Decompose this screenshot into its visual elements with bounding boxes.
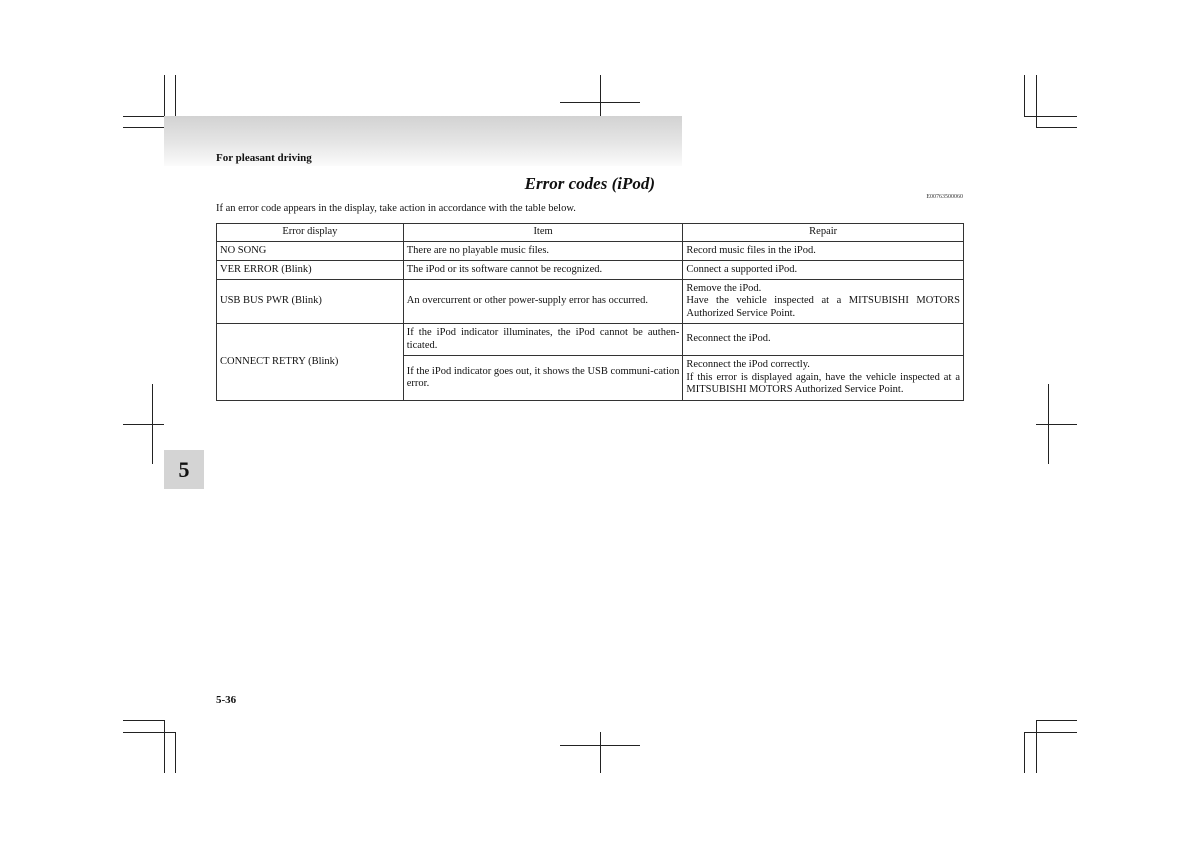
chapter-tab-marker: 5 [164, 450, 204, 489]
repair-cell: Reconnect the iPod. [683, 324, 964, 356]
document-code: E00763500060 [926, 194, 963, 200]
intro-text: If an error code appears in the display, take action in accordance with the table below. [216, 203, 576, 214]
repair-cell: Record music files in the iPod. [683, 242, 964, 261]
item-cell: If the iPod indicator goes out, it shows the USB communi-cation error. [403, 356, 683, 401]
page-number: 5-36 [216, 694, 237, 706]
repair-line: Have the vehicle inspected at a MITSUBISHI MOTORS Authorized Service Point. [686, 295, 960, 319]
repair-line: If this error is displayed again, have the vehicle inspected at a MITSUBISHI MOTORS Authorized Service Point. [686, 371, 960, 396]
table-row [217, 242, 964, 261]
header-repair: Repair [683, 224, 964, 242]
error-display-cell: USB BUS PWR (Blink) [217, 280, 404, 324]
repair-line: Remove the iPod. [686, 282, 762, 294]
item-cell: There are no playable music files. [403, 242, 683, 261]
repair-cell: Connect a supported iPod. [683, 261, 964, 280]
table-row [217, 324, 964, 356]
error-display-cell: VER ERROR (Blink) [217, 261, 404, 280]
table-row [217, 261, 964, 280]
repair-cell [683, 356, 964, 401]
header-error-display: Error display [217, 224, 404, 242]
error-codes-table [216, 223, 964, 401]
page-title: Error codes (iPod) [524, 174, 655, 193]
repair-line: Reconnect the iPod correctly. [686, 359, 810, 371]
repair-cell [683, 280, 964, 324]
item-cell: If the iPod indicator illuminates, the iPod cannot be authen-ticated. [403, 324, 683, 356]
error-display-cell: CONNECT RETRY (Blink) [217, 324, 404, 401]
header-item: Item [403, 224, 683, 242]
table-row [217, 280, 964, 324]
table-header-row [217, 224, 964, 242]
error-display-cell: NO SONG [217, 242, 404, 261]
item-cell: An overcurrent or other power-supply error has occurred. [403, 280, 683, 324]
item-cell: The iPod or its software cannot be recognized. [403, 261, 683, 280]
section-label: For pleasant driving [216, 152, 312, 164]
